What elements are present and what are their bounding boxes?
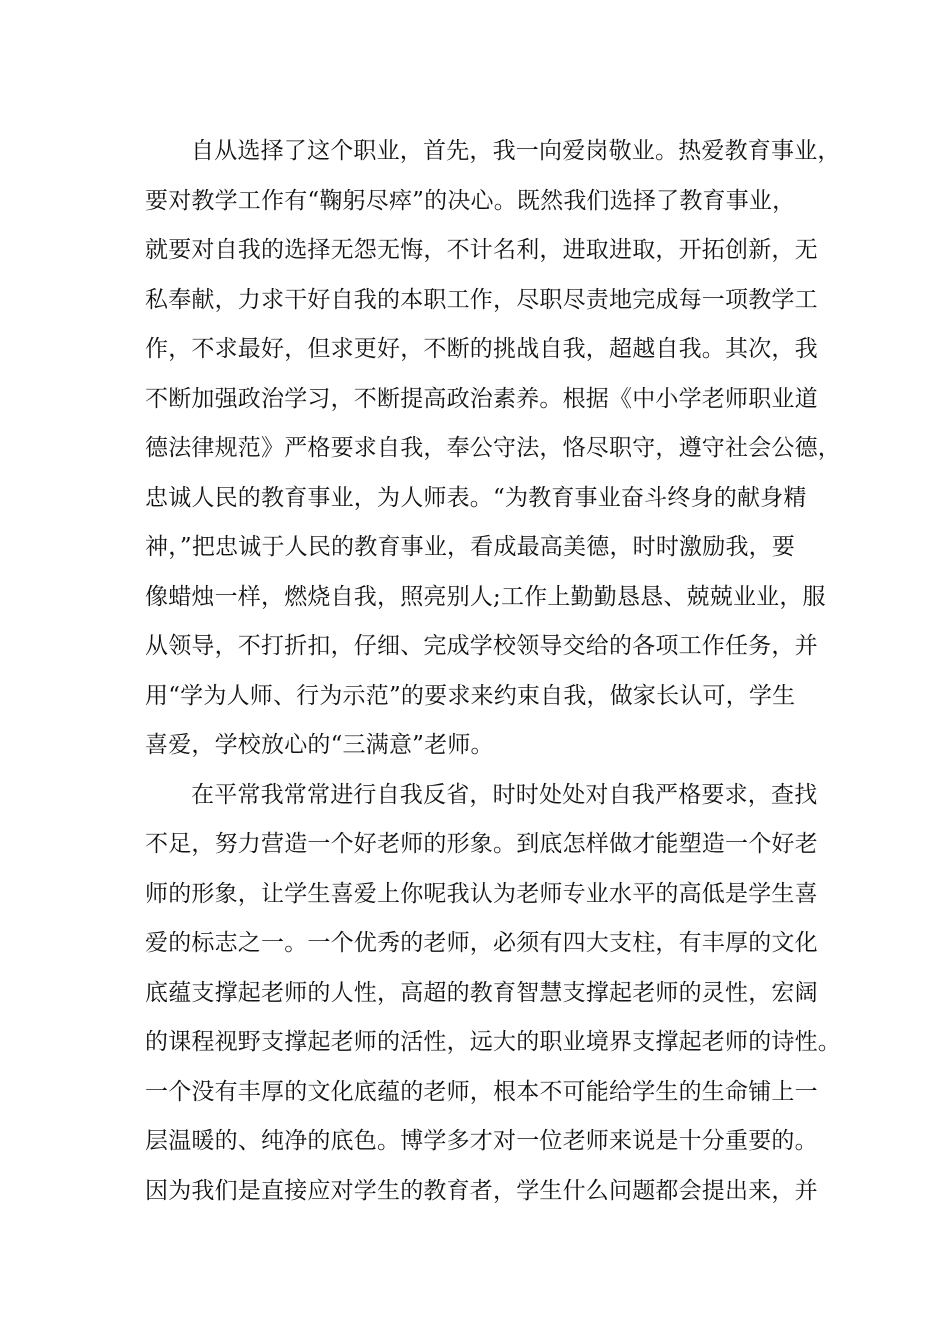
text-line: 就要对自我的选择无怨无悔，不计名利，进取进取，开拓创新，无 xyxy=(145,237,818,263)
text-line: 不断加强政治学习，不断提高政治素养。根据《中小学老师职业道 xyxy=(145,385,818,412)
text-line: 底蕴支撑起老师的人性，高超的教育智慧支撑起老师的灵性，宏阔 xyxy=(145,979,818,1006)
text-line: 一个没有丰厚的文化底蕴的老师，根本不可能给学生的生命铺上一 xyxy=(145,1078,818,1105)
text-line: 神，”把忠诚于人民的教育事业，看成最高美德，时时激励我，要 xyxy=(145,534,796,560)
text-line: 喜爱，学校放心的“三满意”老师。 xyxy=(145,732,494,758)
text-line: 德法律规范》严格要求自我，奉公守法，恪尽职守，遵守社会公德， xyxy=(145,435,841,461)
text-line: 自从选择了这个职业，首先，我一向爱岗敬业。热爱教育事业， xyxy=(191,138,841,164)
text-line: 因为我们是直接应对学生的教育者，学生什么问题都会提出来，并 xyxy=(145,1177,818,1204)
text-line: 忠诚人民的教育事业，为人师表。“为教育事业奋斗终身的献身精 xyxy=(145,484,807,511)
text-line: 用“学为人师、行为示范”的要求来约束自我，做家长认可，学生 xyxy=(145,682,796,709)
text-line: 像蜡烛一样，燃烧自我，照亮别人;工作上勤勤恳恳、兢兢业业，服 xyxy=(145,583,826,610)
paragraph-2 xyxy=(145,771,841,1217)
text-line: 不足，努力营造一个好老师的形象。到底怎样做才能塑造一个好老 xyxy=(145,831,818,857)
text-line: 层温暖的、纯净的底色。博学多才对一位老师来说是十分重要的。 xyxy=(145,1128,818,1154)
text-line: 私奉献，力求干好自我的本职工作，尽职尽责地完成每一项教学工 xyxy=(145,286,818,313)
text-line: 的课程视野支撑起老师的活性，远大的职业境界支撑起老师的诗性。 xyxy=(145,1029,841,1055)
text-line: 爱的标志之一。一个优秀的老师，必须有四大支柱，有丰厚的文化 xyxy=(145,930,818,956)
text-line: 要对教学工作有“鞠躬尽瘁”的决心。既然我们选择了教育事业， xyxy=(145,187,796,214)
text-line: 师的形象，让学生喜爱上你呢我认为老师专业水平的高低是学生喜 xyxy=(145,880,818,907)
paragraph-1 xyxy=(145,127,841,771)
text-line: 作，不求最好，但求更好，不断的挑战自我，超越自我。其次，我 xyxy=(145,336,818,362)
text-line: 在平常我常常进行自我反省，时时处处对自我严格要求，查找 xyxy=(191,781,818,808)
text-line: 从领导，不打折扣，仔细、完成学校领导交给的各项工作任务，并 xyxy=(145,633,818,659)
document-body xyxy=(145,127,841,1216)
